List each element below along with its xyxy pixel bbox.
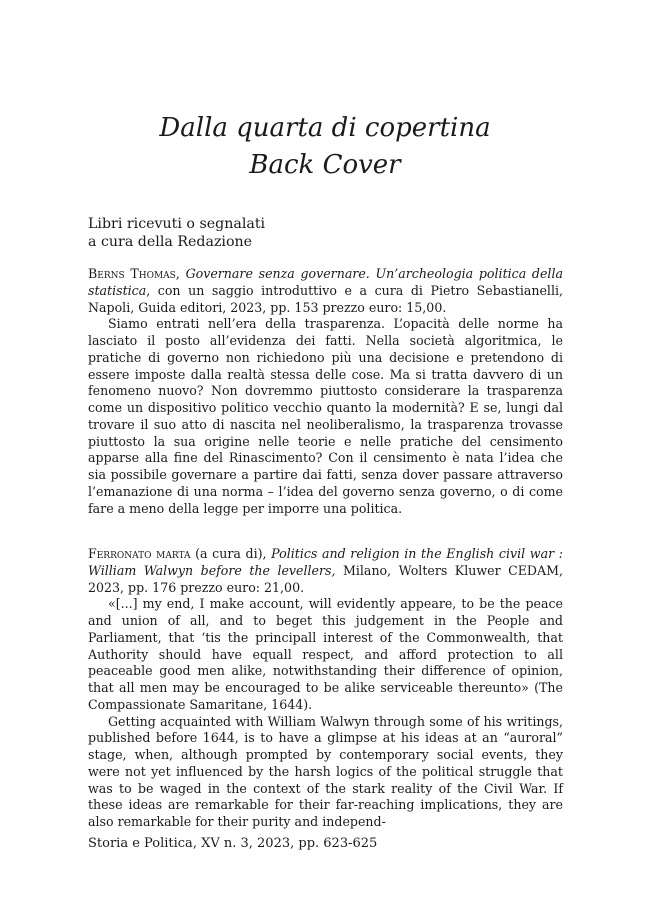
reference-separator: (a cura di),	[190, 546, 272, 561]
page-titles	[0, 110, 650, 184]
journal-footer: Storia e Politica, XV n. 3, 2023, pp. 623-625	[88, 836, 378, 851]
book-reference	[88, 546, 563, 596]
section-heading-line2: a cura della Redazione	[88, 234, 253, 250]
page-title: Dalla quarta di copertina	[159, 113, 491, 143]
book-entry-berns	[88, 266, 563, 517]
section-heading-line1: Libri ricevuti o segnalati	[88, 216, 266, 232]
page-subtitle: Back Cover	[249, 150, 401, 180]
book-title: Governare senza governare. Un’archeologia politica della statistica	[88, 266, 563, 298]
book-details: , con un saggio introduttivo e a cura di Pietro Sebastianelli, Napoli, Guida editori, 2023, pp. 153 prezzo euro: 15,00.	[88, 282, 563, 315]
book-details: Milano, Wolters Kluwer CEDAM, 2023, pp. 176 prezzo euro: 21,00.	[88, 562, 563, 595]
book-entry-ferronato	[88, 546, 563, 831]
book-description-paragraph: Getting acquainted with William Walwyn through some of his writings, published before 1644, is to have a glimpse at his ideas at an “auroral” stage, when, although prompted by contemporary social events, they were not yet influenced by the harsh logics of the political struggle that was to be waged in the context of the stark reality of the Civil War. If these ideas are remarkable for their far-reaching implications, they are also remarkable for their purity and independ-	[88, 713, 563, 829]
book-quote-paragraph: «[...] my end, I make account, will evidently appeare, to be the peace and union of all, and to beget this judgement in the People and Parliament, that ‘tis the principall interest of the Commonwealth, that Authority should have equall respect, and afford protection to all peaceable good men alike, notwithstanding their difference of opinion, that all men may be encouraged to be alike serviceable thereunto» (The Compassionate Samaritane, 1644).	[88, 596, 563, 712]
section-heading	[88, 215, 265, 251]
book-title: Politics and religion in the English civil war : William Walwyn before the levellers,	[88, 546, 563, 578]
book-author: Ferronato marta	[88, 546, 191, 561]
book-reference	[88, 266, 563, 316]
book-description-paragraph: Siamo entrati nell’era della trasparenza. L’opacità delle norme ha lasciato il posto all’evidenza dei fatti. Nella società algoritmica, le pratiche di governo non richiedono più una decisione e pretendono di essere imposte dalla realtà stessa delle cose. Ma si tratta davvero di un fenomeno nuovo? Non dovremmo piuttosto considerare la trasparenza come un dispositivo politico vecchio quanto la modernità? E se, lungi dal trovare il suo atto di nascita nel neoliberalismo, la trasparenza trovasse piuttosto la sua origine nelle teorie e nelle pratiche del censimento apparse alla fine del Rinascimento? Con il censimento è nata l’idea che sia possibile governare a partire dai fatti, senza dover passare attraverso l’emanazione di una norma – l’idea del governo senza governo, o di come fare a meno della legge per imporre una politica.	[88, 316, 563, 516]
reference-separator: ,	[175, 266, 186, 281]
book-author: Berns Thomas	[88, 266, 176, 281]
